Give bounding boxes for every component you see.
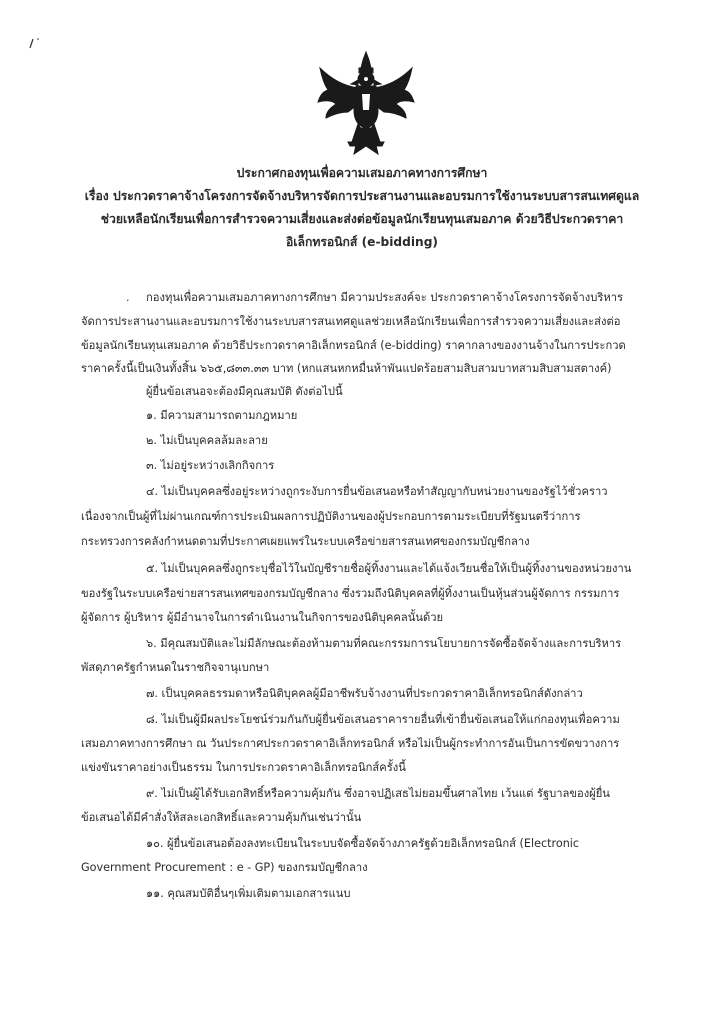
qualifications-intro: ผู้ยื่นข้อเสนอจะต้องมีคุณสมบัติ ดังต่อไปนี้ [146,385,343,398]
intro-line: จัดการประสานงานและอบรมการใช้งานระบบสารสนเทศดูแลช่วยเหลือนักเรียนเพื่อการสำรวจความเสี่ยงและส่งต่อ [81,315,621,328]
qualification-item: ๙. ไม่เป็นผู้ได้รับเอกสิทธิ์หรือความคุ้มกัน ซึ่งอาจปฏิเสธไม่ยอมขึ้นศาลไทย เว้นแต่ รัฐบาลของผู้ยื่น [146,787,610,800]
scan-dot: . [126,291,130,304]
announcement-title-line: อิเล็กทรอนิกส์ (e-bidding) [285,235,439,249]
scan-mark [27,36,41,50]
qualification-item: ๗. เป็นบุคคลธรรมดาหรือนิติบุคคลผู้มีอาชีพรับจ้างงานที่ประกวดราคาอิเล็กทรอนิกส์ดังกล่าว [146,687,583,700]
qualification-item: ๑. มีความสามารถตามกฎหมาย [146,409,298,422]
announcement-title-line: ช่วยเหลือนักเรียนเพื่อการสำรวจความเสี่ยงและส่งต่อข้อมูลนักเรียนทุนเสมอภาค ด้วยวิธีประกวดราคา [100,212,624,226]
qualification-item: ๖. มีคุณสมบัติและไม่มีลักษณะต้องห้ามตามที่คณะกรรมการนโยบายการจัดซื้อจัดจ้างและการบริหาร [146,637,622,650]
qualification-item: ๑๑. คุณสมบัติอื่นๆเพิ่มเติมตามเอกสารแนบ [146,887,351,900]
qualification-item: ๓. ไม่อยู่ระหว่างเลิกกิจการ [146,459,275,472]
qualification-item: ข้อเสนอได้มีคำสั่งให้สละเอกสิทธิ์และความคุ้มกันเช่นว่านั้น [81,811,362,824]
qualification-item: ผู้จัดการ ผู้บริหาร ผู้มีอำนาจในการดำเนินงานในกิจการของนิติบุคคลนั้นด้วย [81,611,444,624]
scan-mark-icon [27,36,41,50]
qualification-item: ๘. ไม่เป็นผู้มีผลประโยชน์ร่วมกันกับผู้ยื่นข้อเสนอราคารายอื่นที่เข้ายื่นข้อเสนอให้แก่กองทุนเพื่อความ [146,713,620,726]
announcement-title-line: เรื่อง ประกวดราคาจ้างโครงการจัดจ้างบริหารจัดการประสานงานและอบรมการใช้งานระบบสารสนเทศดูแล [84,189,640,203]
announcement-agency: ประกาศกองทุนเพื่อความเสมอภาคทางการศึกษา [236,166,488,180]
intro-line: ข้อมูลนักเรียนทุนเสมอภาค ด้วยวิธีประกวดราคาอิเล็กทรอนิกส์ (e-bidding) ราคากลางของงานจ้างในการประกวด [81,339,626,352]
qualification-item: พัสดุภาครัฐกำหนดในราชกิจจานุเบกษา [81,661,270,674]
qualification-item: ๔. ไม่เป็นบุคคลซึ่งอยู่ระหว่างถูกระงับการยื่นข้อเสนอหรือทำสัญญากับหน่วยงานของรัฐไว้ชั่วคราว [146,485,608,498]
qualification-item: เนื่องจากเป็นผู้ที่ไม่ผ่านเกณฑ์การประเมินผลการปฏิบัติงานของผู้ประกอบการตามระเบียบที่รัฐมนตรีว่าการ [81,510,581,523]
qualification-item: กระทรวงการคลังกำหนดตามที่ประกาศเผยแพร่ในระบบเครือข่ายสารสนเทศของกรมบัญชีกลาง [81,535,530,548]
intro-line: ราคาครั้งนี้เป็นเงินทั้งสิ้น ๖๖๕,๘๓๓.๓๓ บาท (หกแสนหกหมื่นห้าพันแปดร้อยสามสิบสามบาทสามสิบสามสตางค์) [81,362,612,375]
qualification-item: ๑๐. ผู้ยื่นข้อเสนอต้องลงทะเบียนในระบบจัดซื้อจัดจ้างภาครัฐด้วยอิเล็กทรอนิกส์ (Electronic [146,837,580,850]
qualification-item: ๒. ไม่เป็นบุคคลล้มละลาย [146,434,268,447]
qualification-item: Government Procurement : e - GP) ของกรมบัญชีกลาง [81,861,368,874]
qualification-item: เสมอภาคทางการศึกษา ณ วันประกาศประกวดราคาอิเล็กทรอนิกส์ หรือไม่เป็นผู้กระทำการอันเป็นการขัดขวางการ [81,737,620,750]
qualification-item: แข่งขันราคาอย่างเป็นธรรม ในการประกวดราคาอิเล็กทรอนิกส์ครั้งนี้ [81,761,406,774]
garuda-emblem-icon [314,50,418,160]
qualification-item: ๕. ไม่เป็นบุคคลซึ่งถูกระบุชื่อไว้ในบัญชีรายชื่อผู้ทิ้งงานและได้แจ้งเวียนชื่อให้เป็นผู้ทิ้งงานของหน่วยงาน [146,562,632,575]
intro-line: กองทุนเพื่อความเสมอภาคทางการศึกษา มีความประสงค์จะ ประกวดราคาจ้างโครงการจัดจ้างบริหาร [146,291,624,304]
qualification-item: ของรัฐในระบบเครือข่ายสารสนเทศของกรมบัญชีกลาง ซึ่งรวมถึงนิติบุคคลที่ผู้ทิ้งงานเป็นหุ้นส่วนผู้จัดการ กรรมการ [81,587,620,600]
